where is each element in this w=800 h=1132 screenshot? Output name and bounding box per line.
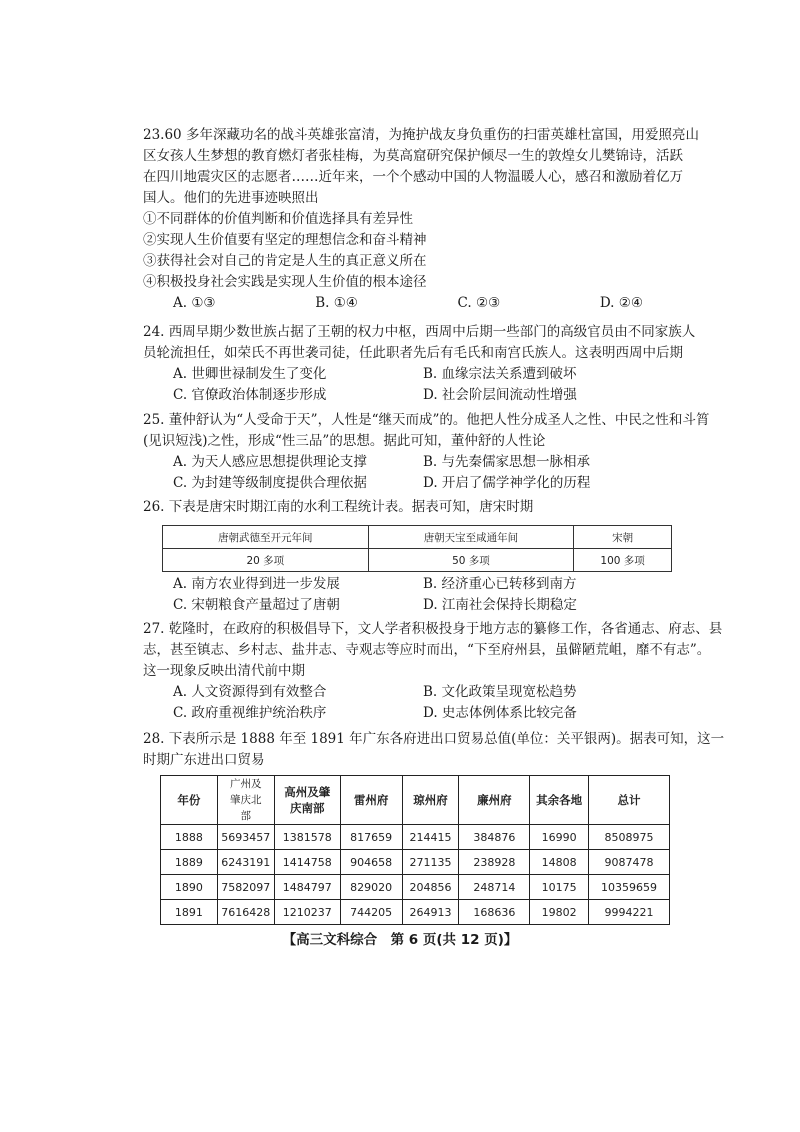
table-cell: 271135 <box>402 850 459 875</box>
question-26-stem-line: 26. 下表是唐宋时期江南的水利工程统计表。据表可知，唐宋时期 <box>143 499 534 515</box>
table-cell: 904658 <box>340 850 402 875</box>
question-23-stem-line: 在四川地震灾区的志愿者……近年来，一个个感动中国的人物温暖人心，感召和激励着亿万 <box>143 169 683 185</box>
table-cell: 7582097 <box>217 875 274 900</box>
table-cell: 817659 <box>340 825 402 850</box>
table-header-cell: 唐朝武德至开元年间 <box>163 526 369 549</box>
table-cell: 829020 <box>340 875 402 900</box>
question-23 <box>143 125 699 314</box>
table-cell: 7616428 <box>217 900 274 925</box>
table-cell: 1484797 <box>274 875 340 900</box>
table-row <box>161 825 670 850</box>
option-a: A. 世卿世禄制发生了变化 <box>173 366 327 382</box>
table-cell: 19802 <box>530 900 589 925</box>
option-a: A. ①③ <box>173 295 216 311</box>
table-header-cell <box>217 776 274 825</box>
question-23-item: ④积极投身社会实践是实现人生价值的根本途径 <box>143 274 427 290</box>
question-25-options-row <box>143 473 673 494</box>
table-row <box>163 549 672 572</box>
option-a: A. 南方农业得到进一步发展 <box>173 576 340 592</box>
question-27-stem-line: 这一现象反映出清代前中期 <box>143 663 305 679</box>
table-cell: 1890 <box>161 875 218 900</box>
question-23-stem-line: 区女孩人生梦想的教育燃灯者张桂梅，为莫高窟研究保护倾尽一生的敦煌女儿樊锦诗，活跃 <box>143 148 683 164</box>
option-b: B. 经济重心已转移到南方 <box>423 576 577 592</box>
question-26-options-row <box>143 574 673 595</box>
table-cell: 168636 <box>459 900 530 925</box>
question-27-options-row <box>143 682 673 703</box>
question-26 <box>143 497 673 518</box>
question-25-stem-line: 25. 董仲舒认为“人受命于天”，人性是“继天而成”的。他把人性分成圣人之性、中民之性和斗筲 <box>143 412 710 428</box>
table-header-cell: 雷州府 <box>340 776 402 825</box>
page-footer: 【高三文科综合 第 6 页(共 12 页)】 <box>282 932 518 948</box>
table-cell: 9994221 <box>589 900 670 925</box>
question-25-stem-line: (见识短浅)之性，形成“性三品”的思想。据此可知，董仲舒的人性论 <box>143 433 546 449</box>
table-cell: 1888 <box>161 825 218 850</box>
table-cell: 744205 <box>340 900 402 925</box>
table-header-row <box>163 526 672 549</box>
table-row <box>161 875 670 900</box>
question-24-stem-line: 员轮流担任，如荣氏不再世袭司徒，任此职者先后有毛氏和南宫氏族人。这表明西周中后期 <box>143 345 683 361</box>
question-25 <box>143 410 710 494</box>
question-23-options <box>173 293 643 314</box>
question-24 <box>143 322 696 406</box>
table-cell: 238928 <box>459 850 530 875</box>
table-cell: 100 多项 <box>574 549 672 572</box>
option-c: C. 为封建等级制度提供合理依据 <box>173 475 367 491</box>
question-23-stem-line: 23.60 多年深藏功名的战斗英雄张富清，为掩护战友身负重伤的扫雷英雄杜富国，用爱照亮山 <box>143 127 699 143</box>
question-27-options-row <box>143 703 673 724</box>
trade-value-table <box>160 775 670 925</box>
table-cell: 8508975 <box>589 825 670 850</box>
question-28-stem-line: 28. 下表所示是 1888 年至 1891 年广东各府进出口贸易总值(单位：关平银两)。据表可知，这一 <box>143 731 725 747</box>
table-cell: 1210237 <box>274 900 340 925</box>
table-header-cell <box>274 776 340 825</box>
table-cell: 1891 <box>161 900 218 925</box>
option-d: D. ②④ <box>599 295 643 311</box>
option-b: B. 文化政策呈现宽松趋势 <box>423 684 577 700</box>
option-b: B. 血缘宗法关系遭到破坏 <box>423 366 577 382</box>
option-d: D. 史志体例体系比较完备 <box>423 705 577 721</box>
question-27-stem-line: 27. 乾隆时，在政府的积极倡导下，文人学者积极投身于地方志的纂修工作，各省通志、府志、县 <box>143 621 723 637</box>
question-25-options-row <box>143 452 673 473</box>
table-cell: 50 多项 <box>368 549 574 572</box>
question-24-options-row <box>143 364 673 385</box>
question-28 <box>143 729 725 771</box>
header-text: 广州及肇庆北部 <box>230 778 262 822</box>
option-c: C. 宋朝粮食产量超过了唐朝 <box>173 597 340 613</box>
table-header-cell: 唐朝天宝至咸通年间 <box>368 526 574 549</box>
table-cell: 214415 <box>402 825 459 850</box>
table-header-cell: 年份 <box>161 776 218 825</box>
table-header-cell: 琼州府 <box>402 776 459 825</box>
table-cell: 248714 <box>459 875 530 900</box>
question-23-item: ③获得社会对自己的肯定是人生的真正意义所在 <box>143 253 427 269</box>
table-cell: 5693457 <box>217 825 274 850</box>
option-a: A. 为天人感应思想提供理论支撑 <box>173 454 367 470</box>
table-header-cell: 总计 <box>589 776 670 825</box>
option-c: C. 官僚政治体制逐步形成 <box>173 387 327 403</box>
question-27 <box>143 619 723 724</box>
table-cell: 384876 <box>459 825 530 850</box>
question-23-stem-line: 国人。他们的先进事迹映照出 <box>143 190 319 206</box>
question-26-options-row <box>143 595 673 616</box>
table-cell: 1414758 <box>274 850 340 875</box>
table-cell: 16990 <box>530 825 589 850</box>
table-cell: 1381578 <box>274 825 340 850</box>
table-row <box>161 900 670 925</box>
table-header-row <box>161 776 670 825</box>
table-cell: 10175 <box>530 875 589 900</box>
option-d: D. 开启了儒学神学化的历程 <box>423 475 591 491</box>
option-c: C. 政府重视维护统治秩序 <box>173 705 327 721</box>
question-23-item: ①不同群体的价值判断和价值选择具有差异性 <box>143 211 413 227</box>
header-text: 高州及肇庆南部 <box>284 785 331 815</box>
table-cell: 1889 <box>161 850 218 875</box>
option-b: B. 与先秦儒家思想一脉相承 <box>423 454 591 470</box>
question-23-item: ②实现人生价值要有坚定的理想信念和奋斗精神 <box>143 232 427 248</box>
question-27-stem-line: 志，甚至镇志、乡村志、盐井志、寺观志等应时而出，“下至府州县，虽僻陋荒岨，靡不有志”。 <box>143 642 711 658</box>
table-row <box>161 850 670 875</box>
water-project-table <box>162 525 672 572</box>
table-cell: 6243191 <box>217 850 274 875</box>
table-cell: 264913 <box>402 900 459 925</box>
question-26-options <box>143 574 673 616</box>
table-cell: 10359659 <box>589 875 670 900</box>
option-d: D. 江南社会保持长期稳定 <box>423 597 577 613</box>
option-b: B. ①④ <box>315 295 358 311</box>
table-header-cell: 其余各地 <box>530 776 589 825</box>
table-header-cell: 廉州府 <box>459 776 530 825</box>
option-c: C. ②③ <box>457 295 501 311</box>
option-a: A. 人文资源得到有效整合 <box>173 684 327 700</box>
table-header-cell: 宋朝 <box>574 526 672 549</box>
question-28-stem-line: 时期广东进出口贸易 <box>143 752 265 768</box>
table-cell: 14808 <box>530 850 589 875</box>
table-cell: 20 多项 <box>163 549 369 572</box>
table-cell: 9087478 <box>589 850 670 875</box>
table-cell: 204856 <box>402 875 459 900</box>
question-24-stem-line: 24. 西周早期少数世族占据了王朝的权力中枢，西周中后期一些部门的高级官员由不同家族人 <box>143 324 696 340</box>
question-24-options-row <box>143 385 673 406</box>
option-d: D. 社会阶层间流动性增强 <box>423 387 577 403</box>
